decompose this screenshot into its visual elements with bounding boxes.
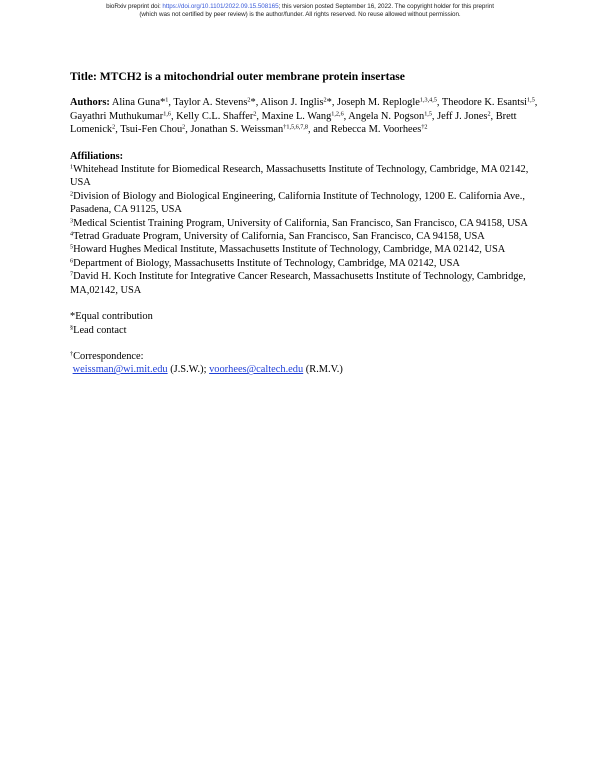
paper-front-matter bbox=[70, 70, 540, 377]
preprint-header-line2: (which was not certified by peer review) is the author/funder. All rights reserved. No reuse allowed without permission. bbox=[139, 11, 461, 18]
affiliation-item bbox=[70, 257, 540, 270]
author-name: Rebecca M. Voorhees bbox=[330, 124, 422, 136]
email-link-weissman[interactable]: weissman@wi.mit.edu bbox=[72, 364, 168, 376]
affiliation-text: David H. Koch Institute for Integrative Cancer Research, Massachusetts Institute of Technology, Cambridge, MA,02142, USA bbox=[70, 271, 526, 296]
correspondence-label: †Correspondence: bbox=[70, 350, 144, 362]
lead-contact-note: §Lead contact bbox=[70, 324, 127, 336]
affiliations-heading: Affiliations: bbox=[70, 150, 124, 162]
author-affiliation-marker: 2 bbox=[323, 96, 327, 104]
author-name: Maxine L. Wang bbox=[261, 110, 332, 122]
affiliation-text: Tetrad Graduate Program, University of California, San Francisco, San Francisco, CA 94158, USA bbox=[73, 231, 485, 243]
affiliation-item bbox=[70, 243, 540, 256]
affiliation-number: 4 bbox=[70, 230, 74, 238]
author-notes bbox=[70, 310, 540, 337]
author-affiliation-marker: †1,5,6,7,8 bbox=[283, 123, 308, 131]
author-equal-marker: * bbox=[326, 97, 332, 109]
author-separator: , and bbox=[308, 124, 331, 136]
author-affiliation-marker: 2 bbox=[253, 110, 257, 118]
author-affiliation-marker: 2 bbox=[487, 110, 491, 118]
author-name: Angela N. Pogson bbox=[348, 110, 425, 122]
affiliation-text: Department of Biology, Massachusetts Institute of Technology, Cambridge, MA 02142, USA bbox=[73, 257, 460, 269]
author-affiliation-marker: 2 bbox=[247, 96, 251, 104]
affiliation-item bbox=[70, 270, 540, 297]
authors-label: Authors: bbox=[70, 97, 110, 109]
author-separator: , bbox=[168, 97, 174, 109]
email-link-voorhees[interactable]: voorhees@caltech.edu bbox=[209, 364, 304, 376]
affiliation-text: Division of Biology and Biological Engineering, California Institute of Technology, 1200 E. California Ave., Pasadena, CA 91125, USA bbox=[70, 190, 525, 216]
affiliation-item bbox=[70, 230, 540, 243]
affiliation-item bbox=[70, 190, 540, 217]
author-affiliation-marker: †2 bbox=[421, 123, 428, 131]
author-separator: , bbox=[436, 97, 442, 109]
correspondence-emails: weissman@wi.mit.edu (J.S.W.); voorhees@caltech.edu (R.M.V.) bbox=[72, 364, 343, 376]
affiliation-text: Medical Scientist Training Program, University of California, San Francisco, San Francisco, CA 94158, USA bbox=[73, 217, 528, 229]
author-separator: , bbox=[256, 110, 262, 122]
author-affiliation-marker: 1,2,6 bbox=[331, 110, 344, 118]
author-separator: , bbox=[343, 110, 349, 122]
author-name: Kelly C.L. Shaffer bbox=[176, 110, 254, 122]
author-equal-marker: * bbox=[250, 97, 256, 109]
affiliation-item bbox=[70, 217, 540, 230]
author-separator: , bbox=[534, 97, 538, 109]
author-name: Joseph M. Replogle bbox=[337, 97, 420, 109]
author-separator: , bbox=[331, 97, 338, 109]
author-separator: , bbox=[255, 97, 261, 109]
preprint-header bbox=[0, 3, 600, 19]
author-separator: , bbox=[115, 124, 121, 136]
author-name: Theodore K. Esantsi bbox=[441, 97, 528, 109]
affiliation-number: 6 bbox=[70, 257, 74, 265]
author-affiliation-marker: 1 bbox=[165, 96, 169, 104]
affiliations-list bbox=[70, 163, 540, 297]
author-name: Brett Lomenick bbox=[70, 110, 517, 136]
paper-title: Title: MTCH2 is a mitochondrial outer membrane protein insertase bbox=[70, 70, 405, 83]
equal-contribution-note: *Equal contribution bbox=[70, 311, 153, 323]
author-separator: , bbox=[431, 110, 438, 122]
author-name: Alison J. Inglis bbox=[260, 97, 324, 109]
author-affiliation-marker: 1,5 bbox=[424, 110, 432, 118]
author-name: Alina Guna* bbox=[111, 97, 166, 109]
authors-names bbox=[70, 97, 537, 135]
author-list bbox=[70, 96, 540, 136]
preprint-header-line1: bioRxiv preprint doi: https://doi.org/10.1101/2022.09.15.508165; this version posted September 16, 2022. The copyright holder for this preprint bbox=[106, 3, 494, 10]
author-separator: , bbox=[185, 124, 191, 136]
affiliation-number: 3 bbox=[70, 217, 74, 225]
author-affiliation-marker: 1,3,4,5 bbox=[419, 96, 437, 104]
affiliation-number: 1 bbox=[70, 163, 74, 171]
correspondence bbox=[70, 350, 540, 377]
author-name: Tsui-Fen Chou bbox=[120, 124, 183, 136]
author-name: Taylor A. Stevens bbox=[173, 97, 248, 109]
affiliation-text: Whitehead Institute for Biomedical Research, Massachusetts Institute of Technology, Cambridge, MA 02142, USA bbox=[70, 164, 529, 189]
author-affiliation-marker: 2 bbox=[112, 123, 116, 131]
affiliation-item bbox=[70, 163, 540, 190]
author-name: Jeff J. Jones bbox=[437, 110, 488, 122]
author-separator: , bbox=[170, 110, 177, 122]
affiliation-text: Howard Hughes Medical Institute, Massachusetts Institute of Technology, Cambridge, MA 02142, USA bbox=[73, 244, 506, 256]
author-affiliation-marker: 1,5 bbox=[527, 96, 535, 104]
author-affiliation-marker: 2 bbox=[182, 123, 186, 131]
affiliation-number: 5 bbox=[70, 243, 74, 251]
affiliation-number: 2 bbox=[70, 190, 74, 198]
author-name: Gayathri Muthukumar bbox=[70, 110, 164, 122]
author-separator: , bbox=[490, 110, 496, 122]
doi-link[interactable]: https://doi.org/10.1101/2022.09.15.508165 bbox=[162, 3, 279, 10]
author-affiliation-marker: 1,6 bbox=[163, 110, 171, 118]
author-name: Jonathan S. Weissman bbox=[190, 124, 284, 136]
affiliation-number: 7 bbox=[70, 270, 74, 278]
